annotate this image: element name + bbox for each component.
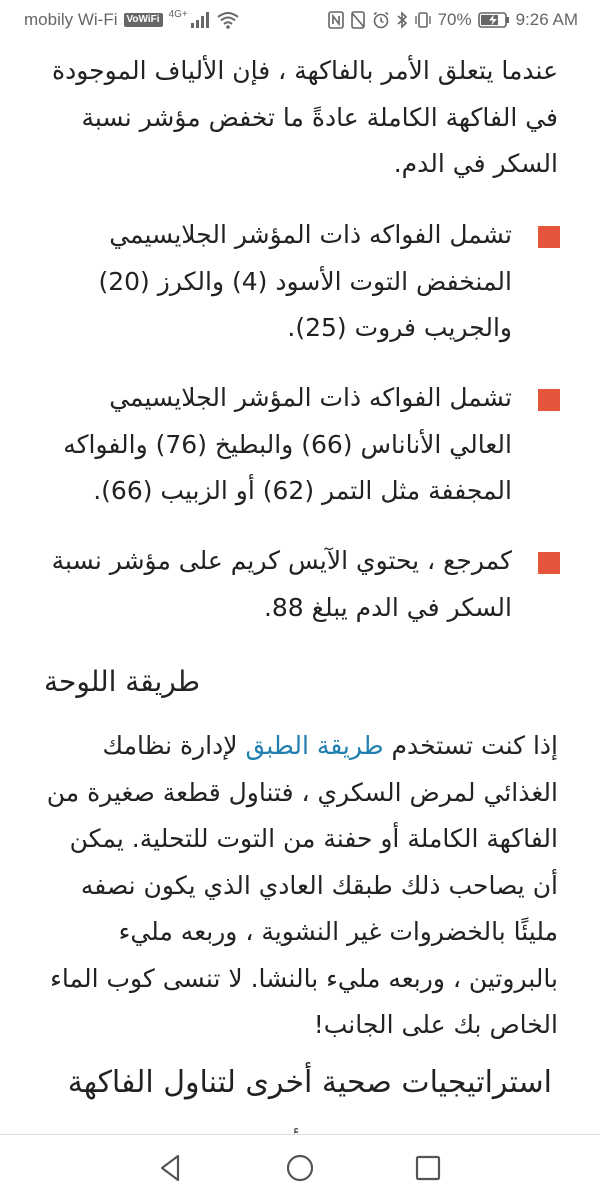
article-content <box>0 40 600 1134</box>
cutoff-text <box>240 1122 360 1134</box>
section-heading-plate-method: طريقة اللوحة <box>44 665 200 698</box>
back-button[interactable] <box>154 1151 188 1185</box>
triangle-back-icon <box>154 1151 188 1185</box>
bullet-square-icon <box>538 552 560 574</box>
nfc-icon <box>328 11 344 29</box>
wifi-icon <box>216 11 240 29</box>
bullet-text: تشمل الفواكه ذات المؤشر الجلايسيمي العالي الأناناس (66) والبطيخ (76) والفواكه المجففة مثل التمر (62) أو الزبيب (66). <box>63 383 512 505</box>
plate-method-paragraph <box>38 723 558 1049</box>
network-type: 4G+ <box>168 8 188 20</box>
bluetooth-icon <box>396 11 408 29</box>
bullet-text: تشمل الفواكه ذات المؤشر الجلايسيمي المنخفض التوت الأسود (4) والكرز (20) والجريب فروت (25). <box>98 220 512 342</box>
status-bar <box>0 0 600 40</box>
recents-button[interactable] <box>411 1151 445 1185</box>
bullet-square-icon <box>538 389 560 411</box>
navigation-bar <box>0 1134 600 1201</box>
vibrate-icon <box>414 11 432 29</box>
square-recents-icon <box>411 1151 445 1185</box>
plate-method-link[interactable]: طريقة الطبق <box>245 731 384 760</box>
carrier-name: mobily Wi-Fi <box>24 10 118 29</box>
bullet-item <box>40 538 560 631</box>
battery-charging-icon <box>478 12 510 28</box>
plate-text-before: إذا كنت تستخدم <box>383 731 558 760</box>
status-right <box>328 10 578 30</box>
bullet-item <box>40 375 560 515</box>
bullet-item <box>40 212 560 352</box>
bullet-square-icon <box>538 226 560 248</box>
plate-text-after: لإدارة نظامك الغذائي لمرض السكري ، فتناول قطعة صغيرة من الفاكهة الكاملة أو حفنة من التوت للتحلية. يمكن أن يصاحب ذلك طبقك العادي الذي يكون نصفه مليئًا بالخضروات غير النشوية ، وربعه مليء بالبروتين ، وربعه مليء بالنشا. لا تنسى كوب الماء الخاص بك على الجانب! <box>46 731 558 1039</box>
bullet-text: كمرجع ، يحتوي الآيس كريم على مؤشر نسبة السكر في الدم يبلغ 88. <box>51 546 512 622</box>
section-heading-other-strategies: استراتيجيات صحية أخرى لتناول الفاكهة <box>67 1065 552 1100</box>
mute-icon <box>350 11 366 29</box>
signal-icon <box>190 12 210 28</box>
vowifi-badge: VoWiFi <box>124 13 163 27</box>
intro-paragraph: عندما يتعلق الأمر بالفاكهة ، فإن الألياف الموجودة في الفاكهة الكاملة عادةً ما تخفض مؤشر نسبة السكر في الدم. <box>51 56 558 178</box>
circle-home-icon <box>283 1151 317 1185</box>
status-left <box>24 10 240 30</box>
clock: 9:26 AM <box>515 10 578 29</box>
home-button[interactable] <box>283 1151 317 1185</box>
alarm-icon <box>372 11 390 29</box>
battery-percent: 70% <box>437 10 472 29</box>
